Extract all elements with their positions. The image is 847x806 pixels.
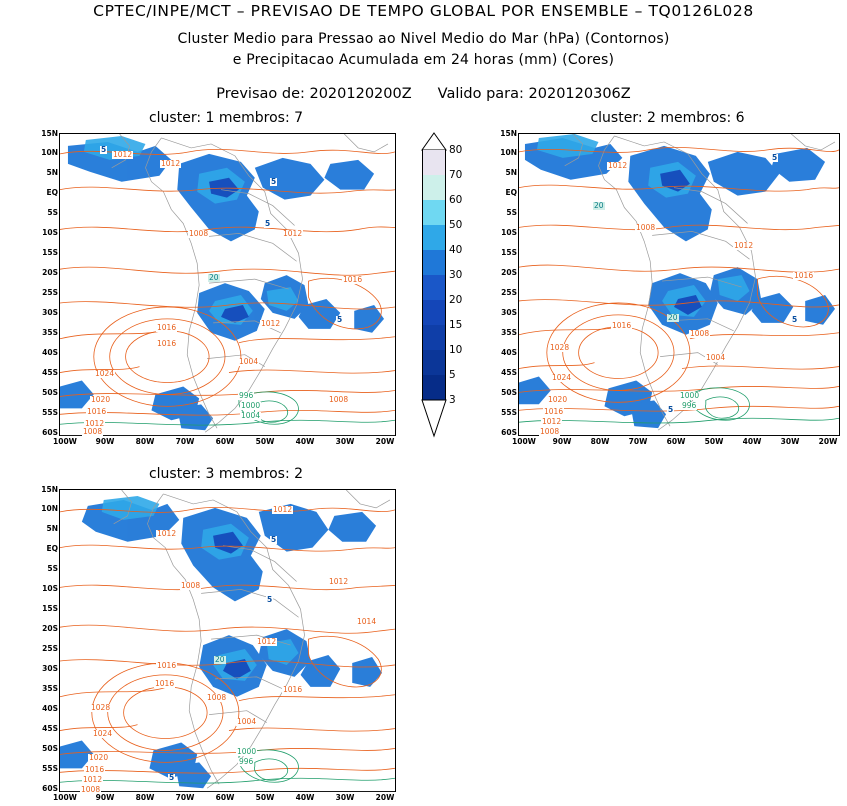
contour-label: 1012: [257, 637, 277, 646]
y-tick: 5S: [47, 208, 58, 217]
x-tick: 80W: [135, 793, 155, 802]
y-tick: 45S: [42, 368, 58, 377]
precip-value-label: 5: [792, 315, 798, 324]
contour-label: 1012: [261, 319, 281, 328]
colorbar-segment: [422, 369, 456, 406]
contour-label: 1012: [83, 775, 103, 784]
x-tick: 30W: [335, 793, 355, 802]
y-tick: 15S: [501, 248, 517, 257]
y-tick: 20S: [42, 268, 58, 277]
x-tick: 100W: [53, 437, 77, 446]
colorbar-bottom-cap: [422, 400, 446, 436]
y-tick: EQ: [505, 188, 517, 197]
subtitle-line-2: e Precipitacao Acumulada em 24 horas (mm) (Cores): [232, 52, 615, 68]
map-panel-cluster-3[interactable]: [41, 485, 396, 794]
y-tick: 15S: [42, 604, 58, 613]
x-tick: 40W: [742, 437, 762, 446]
y-tick: 60S: [42, 428, 58, 437]
contour-label: 1012: [273, 505, 293, 514]
contour-label: 1012: [608, 161, 628, 170]
y-tick: 15N: [41, 129, 58, 138]
x-tick: 60W: [215, 437, 235, 446]
y-tick: 25S: [42, 644, 58, 653]
y-tick: 10S: [42, 228, 58, 237]
y-tick: 55S: [42, 408, 58, 417]
y-tick: 60S: [42, 784, 58, 793]
precip-value-label: 5: [271, 177, 277, 186]
colorbar-tick: 3: [449, 394, 456, 406]
y-tick: 10N: [500, 148, 517, 157]
y-axis-labels-1: [34, 129, 58, 437]
contour-label: 996: [239, 757, 254, 766]
page-title: CPTEC/INPE/MCT – PREVISAO DE TEMPO GLOBAL POR ENSEMBLE – TQ0126L028: [93, 2, 754, 20]
precip-value-label: 5: [271, 535, 277, 544]
subtitle-line-1: Cluster Medio para Pressao ao Nivel Medio do Mar (hPa) (Contornos): [177, 31, 670, 47]
x-tick: 80W: [135, 437, 155, 446]
y-tick: 5S: [506, 208, 517, 217]
contour-label: 1008: [207, 693, 227, 702]
colorbar-tick: 60: [449, 194, 463, 206]
y-tick: 15N: [500, 129, 517, 138]
contour-label: 1012: [161, 159, 181, 168]
colorbar-tick: 70: [449, 169, 463, 181]
contour-label: 1012: [542, 417, 562, 426]
y-tick: 10N: [41, 504, 58, 513]
x-tick: 40W: [295, 793, 315, 802]
contour-label: 1000: [237, 747, 257, 756]
x-tick: 70W: [628, 437, 648, 446]
precip-value-label: 5: [772, 153, 778, 162]
colorbar-segment: [422, 344, 463, 375]
contour-label: 1012: [157, 529, 177, 538]
colorbar-tick: 50: [449, 219, 463, 231]
contour-label: 1008: [189, 229, 209, 238]
x-axis-labels-3: [53, 793, 396, 806]
y-tick: 30S: [42, 664, 58, 673]
precip-value-label: 5: [668, 405, 674, 414]
y-tick: 5N: [46, 524, 58, 533]
contour-label: 1016: [612, 321, 632, 330]
y-tick: 40S: [42, 704, 58, 713]
contour-label: 996: [239, 391, 254, 400]
contour-label: 1028: [550, 343, 570, 352]
x-tick: 60W: [666, 437, 686, 446]
y-tick: EQ: [46, 544, 58, 553]
precip-value-label: 5: [337, 315, 343, 324]
contour-label: 1020: [91, 395, 111, 404]
contour-label: 1012: [85, 419, 105, 428]
contour-label: 1004: [239, 357, 259, 366]
contour-label: 1004: [241, 411, 261, 420]
x-tick: 90W: [552, 437, 572, 446]
y-tick: 45S: [501, 368, 517, 377]
colorbar-tick: 30: [449, 269, 463, 281]
contour-label: 1004: [706, 353, 726, 362]
contour-label: 1008: [540, 427, 560, 436]
contour-label: 1008: [81, 785, 101, 794]
x-tick: 50W: [704, 437, 724, 446]
y-tick: 10S: [501, 228, 517, 237]
contour-label: 1024: [95, 369, 115, 378]
contour-label: 996: [682, 401, 697, 410]
contour-label: 1016: [157, 323, 177, 332]
x-tick: 80W: [590, 437, 610, 446]
contour-label: 1012: [734, 241, 754, 250]
contour-label: 1008: [329, 395, 349, 404]
precip-value-label: 5: [267, 595, 273, 604]
y-tick: 10N: [41, 148, 58, 157]
contour-label: 1016: [85, 765, 105, 774]
y-tick: 40S: [42, 348, 58, 357]
map-canvas-2: [519, 134, 839, 435]
contour-label: 1014: [357, 617, 377, 626]
precip-value-label: 5: [101, 145, 107, 154]
contour-label: 1008: [83, 427, 103, 436]
y-tick: 5S: [47, 564, 58, 573]
colorbar-tick: 40: [449, 244, 463, 256]
precip-value-label: 20: [594, 201, 604, 210]
colorbar-tick: 15: [449, 319, 463, 331]
y-tick: 30S: [501, 308, 517, 317]
precip-value-label: 20: [668, 313, 678, 322]
y-tick: 15N: [41, 485, 58, 494]
contour-label: 1016: [794, 271, 814, 280]
contour-label: 1016: [343, 275, 363, 284]
x-tick: 60W: [215, 793, 235, 802]
y-tick: 15S: [42, 248, 58, 257]
colorbar-tick: 5: [449, 369, 456, 381]
y-tick: 5N: [46, 168, 58, 177]
contour-label: 1016: [157, 661, 177, 670]
y-tick: 55S: [42, 764, 58, 773]
x-tick: 20W: [375, 793, 395, 802]
contour-label: 1028: [91, 703, 111, 712]
colorbar-tick: 20: [449, 294, 463, 306]
map-canvas-1: [60, 134, 395, 435]
x-axis-labels-1: [53, 437, 396, 450]
panel-2-title: cluster: 2 membros: 6: [590, 110, 745, 126]
contour-label: 1024: [552, 373, 572, 382]
y-tick: 50S: [42, 388, 58, 397]
x-tick: 50W: [255, 437, 275, 446]
contour-label: 1008: [690, 329, 710, 338]
contour-label: 1012: [329, 577, 349, 586]
y-tick: EQ: [46, 188, 58, 197]
y-tick: 35S: [501, 328, 517, 337]
contour-label: 1016: [544, 407, 564, 416]
x-tick: 40W: [295, 437, 315, 446]
y-axis-labels-2: [493, 129, 517, 437]
run-valid-line: [0, 86, 847, 102]
y-tick: 10S: [42, 584, 58, 593]
y-tick: 35S: [42, 684, 58, 693]
precip-value-label: 5: [265, 219, 271, 228]
y-tick: 20S: [501, 268, 517, 277]
contour-label: 1000: [241, 401, 261, 410]
y-tick: 60S: [501, 428, 517, 437]
y-tick: 55S: [501, 408, 517, 417]
contour-label: 1012: [283, 229, 303, 238]
contour-label: 1008: [636, 223, 656, 232]
y-axis-labels-3: [34, 485, 58, 793]
y-tick: 5N: [505, 168, 517, 177]
x-tick: 30W: [335, 437, 355, 446]
x-tick: 70W: [175, 793, 195, 802]
precip-value-label: 20: [209, 273, 219, 282]
y-tick: 45S: [42, 724, 58, 733]
map-canvas-3: [60, 490, 395, 791]
contour-label: 1020: [89, 753, 109, 762]
x-tick: 70W: [175, 437, 195, 446]
x-tick: 20W: [375, 437, 395, 446]
contour-label: 1012: [113, 150, 133, 159]
x-tick: 30W: [780, 437, 800, 446]
precip-value-label: 20: [215, 655, 225, 664]
colorbar-top-cap: [422, 133, 446, 150]
contour-label: 1016: [283, 685, 303, 694]
x-tick: 100W: [512, 437, 536, 446]
y-tick: 40S: [501, 348, 517, 357]
panel-1-title: cluster: 1 membros: 7: [148, 110, 304, 126]
colorbar-tick: 80: [449, 144, 463, 156]
valid-time-label: Valido para: 2020120306Z: [437, 86, 631, 102]
colorbar-tick: 10: [449, 344, 463, 356]
precip-value-label: 5: [169, 773, 175, 782]
y-tick: 25S: [501, 288, 517, 297]
x-tick: 90W: [95, 437, 115, 446]
y-tick: 50S: [42, 744, 58, 753]
y-tick: 30S: [42, 308, 58, 317]
contour-label: 1016: [87, 407, 107, 416]
contour-label: 1000: [680, 391, 700, 400]
contour-label: 1004: [237, 717, 257, 726]
x-tick: 20W: [818, 437, 838, 446]
contour-label: 1008: [181, 581, 201, 590]
contour-label: 1020: [548, 395, 568, 404]
map-panel-cluster-1[interactable]: [41, 129, 396, 437]
panel-3-title: cluster: 3 membros: 2: [148, 466, 304, 482]
x-tick: 50W: [255, 793, 275, 802]
x-tick: 90W: [95, 793, 115, 802]
y-tick: 20S: [42, 624, 58, 633]
precipitation-colorbar: [422, 133, 463, 436]
contour-label: 1016: [157, 339, 177, 348]
y-tick: 35S: [42, 328, 58, 337]
x-axis-labels-2: [512, 437, 840, 450]
x-tick: 100W: [53, 793, 77, 802]
contour-label: 1024: [93, 729, 113, 738]
y-tick: 25S: [42, 288, 58, 297]
y-tick: 50S: [501, 388, 517, 397]
forecast-time-label: Previsao de: 2020120200Z: [216, 86, 412, 102]
contour-label: 1016: [155, 679, 175, 688]
map-panel-cluster-2[interactable]: [500, 129, 840, 437]
